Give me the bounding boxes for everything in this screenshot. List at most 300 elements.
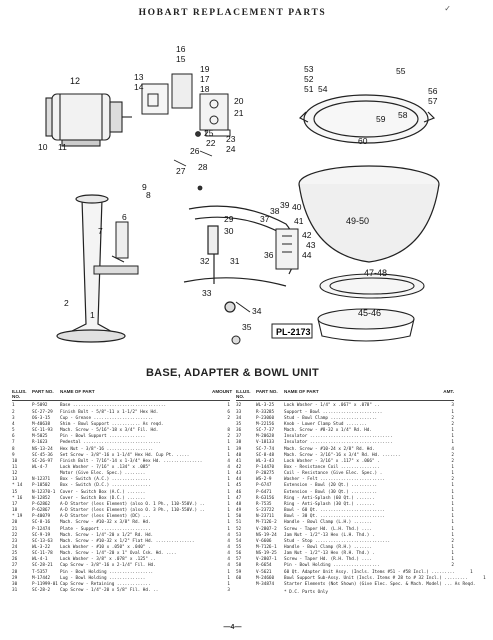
part-number: WL-3-43 [256,458,275,464]
part-amount: 2 [451,415,454,421]
header-name: NAME OF PART [284,389,319,394]
part-number: SC-27-29 [32,409,53,415]
illus-number: 44 [236,477,242,483]
part-number: M-20628 [256,434,275,440]
part-number: M-22156 [256,421,275,427]
part-name: Screw - Taper Hd. (R.H. Thd.) .... [284,557,372,563]
illus-number: 28 [12,569,18,575]
part-amount: 1 [227,575,230,581]
callout-60: 60 [358,136,368,146]
callout-21: 21 [234,108,244,118]
part-amount: 1 [227,452,230,458]
part-name: Lock Washer - 3/8" x .078" x .125" .. [60,557,156,563]
parts-column-header [236,389,454,401]
part-amount: 1 [227,508,230,514]
part-name: Bowl Support Sub-Assy. Unit (Incls. Items # 28 to # 32 Incl.) ......... [284,575,468,581]
illus-number: 58 [236,563,242,569]
callout-49-50: 49-50 [346,216,370,226]
part-name: Mach. Screw - #10-32 x 1/2" Flat Hd. ............... [60,538,195,544]
part-number: OG-3-15 [32,415,51,421]
illus-number: 8 [12,446,15,452]
part-name: Hex Nut - 3/8"-16 .................. [60,446,154,452]
part-number: SC-45-36 [32,452,53,458]
part-number: P-5092 [32,403,48,409]
part-amount: 1 [227,403,230,409]
illus-number: 32 [236,403,242,409]
motor-drawing [46,94,132,146]
resistance-coil-box-drawing [276,229,298,269]
part-number: T-5357 [32,569,48,575]
switch-box-drawing [142,74,192,114]
illus-number: 35 [236,421,242,427]
part-name: Mach. Screw - #8-32 x 1/4" Rd. Hd. [284,428,372,434]
illus-number: 36 [236,428,242,434]
callout-52: 52 [304,74,314,84]
part-number: WL-3-22 [32,545,51,550]
part-name: Washer - Felt ......................... [284,477,385,483]
callout-43: 43 [306,240,316,250]
part-number: WS-2-9 [256,477,272,483]
part-name: Ring - Anti-Splash (30 Qt.) ....... [284,501,375,507]
illus-number: 15 [12,489,18,495]
illus-number: 60 [236,575,242,581]
part-name: Box - Switch (A.C.) ............... [60,477,151,483]
part-amount: 4 [451,446,454,452]
callout-31: 31 [230,256,240,266]
part-number: P-12474 [32,526,51,532]
illus-number: 21 [12,526,18,532]
illus-number: 29 [12,575,18,581]
illus-number: 17 [12,501,18,507]
part-number: R-1623 [32,440,48,446]
header-illus: ILLUS. NO. [12,389,27,400]
parts-diagram-svg [24,24,454,354]
part-number: P-6471 [256,489,272,495]
part-amount: 1 [227,477,230,483]
footnote: * D.C. Parts Only [284,590,328,596]
check-mark-icon: ✓ [444,4,451,13]
part-amount: 1 [470,569,473,575]
part-amount: 1 [227,520,230,526]
part-name: Pedestal .............................. [60,440,161,446]
part-amount: 4 [227,551,230,557]
callout-19: 19 [200,64,210,74]
part-number: M-7126-2 [256,520,277,526]
part-amount: 1 [451,557,454,563]
part-number: M-40638 [32,421,51,427]
part-name: Stud - Bowl Clamp .................. [284,415,378,421]
part-name: Bowl - 60 Qt. ......................... [284,508,385,514]
part-name: Screw - Taper Hd. (L.H. Thd.) .... [284,526,372,532]
part-number: N-12370-1 [32,489,56,495]
part-number: P-23060 [256,415,275,421]
part-number: SC-28-21 [32,563,53,569]
page-header: HOBART REPLACEMENT PARTS [138,8,327,18]
illus-number: 10 [12,458,18,464]
illus-number: 50 [236,514,242,520]
callout-34: 34 [252,306,262,316]
illus-number: 49 [236,508,242,514]
part-amount: 2 [227,434,230,440]
callout-37: 37 [260,214,270,224]
part-number: M-34874 [256,581,275,587]
callout-24: 24 [226,144,236,154]
callout-56: 56 [428,86,438,96]
callout-42: 42 [302,230,312,240]
callout-38: 38 [270,206,280,216]
part-name: Ring - Anti-Splash (60 Qt.) ....... [284,495,375,501]
part-name: Plate - Support ................... [60,526,151,532]
header-part: PART NO. [256,389,278,394]
part-name: Mach. Screw - 3/16"-16 x 3/4" Rd. Hd. ....... [284,452,401,458]
part-amount: 4 [227,458,230,464]
callout-36: 36 [264,250,274,260]
illus-number: * 19 [12,514,23,520]
part-name: Lock Washer - 1/4" x .067" x .078" .. [284,403,380,409]
parts-column-header [12,389,233,401]
part-name: Mach. Screw - #10-24 x 2/8" Rd. Hd. [284,446,375,452]
callout-39: 39 [280,200,290,210]
part-name: Cap Screw - Retaining ............. [60,581,151,587]
part-name: Cover - Switch Box (A.C.) ....... [60,489,146,495]
callout-6: 6 [122,212,127,222]
part-number: SC-7-74 [256,446,275,452]
part-name: Jam Nut - 1/2"-13 Hex (R.H. Thd.) . [284,551,375,557]
part-amount: 1 [451,428,454,434]
callout-22: 22 [206,138,216,148]
part-amount: 4 [227,532,230,538]
part-amount: 1 [451,508,454,514]
part-name: Handle - Bowl Clamp (R.H.) ....... [284,545,372,550]
illus-number: 39 [236,446,242,452]
part-name: Bowl - 30 Qt. ......................... [284,514,385,520]
part-amount: 1 [451,464,454,470]
callout-17: 17 [200,74,210,84]
illus-number: 1 [12,403,15,409]
part-number: SC-8-48 [256,452,275,458]
part-amount: 1 [451,520,454,526]
callout-11: 11 [58,142,67,152]
parts-rows-left [12,403,230,594]
callout-59: 59 [376,114,386,124]
part-name: Finish Bolt - 5/8"-11 x 1-1/2" Hex Hd. [60,409,159,415]
part-number: M-24660 [256,575,275,581]
illus-number: 51 [236,520,242,526]
callout-16: 16 [176,44,186,54]
part-name: Handle - Bowl Clamp (L.H.) ....... [284,520,372,526]
callout-35: 35 [242,322,252,332]
part-amount: 4 [227,563,230,569]
part-amount: 2 [451,477,454,483]
part-number: R-33285 [256,409,275,415]
part-number: WL-3-25 [256,403,275,409]
page-number: —4— [223,624,242,631]
part-amount: 1 [227,440,230,446]
part-amount: 1 [483,575,486,581]
illus-number: 20 [12,520,18,526]
plate-label-box [272,324,312,338]
callout-41: 41 [294,216,304,226]
part-number: NS-19-24 [256,532,277,538]
part-name: Extension - Bowl (30 Qt.) .......... [284,489,378,495]
callout-33: 33 [202,288,212,298]
illus-number: 9 [12,452,15,458]
callout-7: 7 [98,226,103,236]
table-row [12,588,230,594]
part-number: V-2807-1 [256,557,277,563]
callout-51: 51 [304,84,314,94]
part-number: M-5025 [32,434,48,440]
part-number: V-2807-2 [256,526,277,532]
exploded-parts-diagram [24,24,454,354]
callout-54: 54 [318,84,328,94]
callout-44: 44 [302,250,312,260]
part-amount: 4 [227,545,230,550]
part-amount: 1 [451,526,454,532]
part-number: R-63156 [256,495,275,501]
part-amount: 1 [227,581,230,587]
parts-list [12,389,486,619]
illus-number: 52 [236,526,242,532]
part-amount: 1 [451,409,454,415]
part-amount: 1 [451,495,454,501]
illus-number: 47 [236,495,242,501]
callout-29: 29 [224,214,234,224]
part-amount: 2 [227,415,230,421]
illus-number: 7 [12,440,15,446]
part-amount: 1 [227,483,230,489]
part-name: A-D Starter (less Element) (also O. 3 Ph., 110-550V.) .. [60,508,205,514]
illus-number: 13 [12,477,18,483]
part-name: Knob - Lower Clamp Stud ........ [284,421,367,427]
callout-9: 9 [142,182,147,192]
part-name: Lock Washer - 3/16" x .117" x .066" . [284,458,380,464]
callout-47-48: 47-48 [364,268,388,278]
illus-number: 2 [12,409,15,415]
part-name: Lock Washer - #10 x .050" x .040" . [60,545,151,550]
part-amount: 2 [451,421,454,427]
part-number: N-23711 [256,514,275,520]
plate-label: PL-2173 [276,327,311,337]
part-name: 60 Qt. Adapter Unit Assy. (Incls. Items #51 - #58 Incl.) ......... [284,569,455,575]
part-amount: 1 [451,471,454,477]
part-number: N-12371 [32,477,51,483]
callout-23: 23 [226,134,236,144]
parts-column-right [236,389,486,596]
part-number: V-18133 [256,440,275,446]
part-name: Stud - Stop ............................. [284,538,391,544]
illus-number: 57 [236,557,242,563]
header-part: PART NO. [32,389,54,394]
part-amount: 2 [451,538,454,544]
part-amount: 1 [227,446,230,452]
part-number: M-17442 [32,575,51,581]
part-name: Extension - Bowl (20 Qt.) .......... [284,483,378,489]
part-number: R-6654 [256,563,272,569]
illus-number: 33 [236,409,242,415]
part-amount [475,582,493,588]
part-number: NS-19-25 [256,551,277,557]
illus-number: 34 [236,415,242,421]
callout-32: 32 [200,256,210,266]
callout-15: 15 [176,54,186,64]
header-amount: AMT. [443,389,454,394]
illus-number: 24 [12,545,18,550]
illus-number: 30 [12,581,18,587]
illus-number: 42 [236,464,242,470]
callout-27: 27 [176,166,186,176]
part-number: R-7535 [256,501,272,507]
part-name: Insulator ................................ [284,440,393,446]
callout-14: 14 [134,82,144,92]
callout-26: 26 [190,146,200,156]
part-name: Insulator ................................ [284,434,393,440]
part-name: Pin - Bowl Support .............. [60,434,146,440]
bowl-drawing [299,166,439,262]
parts-column-left [12,389,233,594]
callout-18: 18 [200,84,210,94]
part-amount: 1 [451,501,454,507]
part-number: S-23722 [256,508,275,514]
illus-number: 45 [236,483,242,489]
part-name: Cap Screw - 1/4"-20 x 5/8" Fil. Hd. .. [60,588,159,594]
part-name: Starter Elements (Not Shown) (Give Elec. Spec. & Mach. Model) ... As Reqd. [284,581,476,587]
illus-number: 31 [12,588,18,594]
part-amount: 1 [227,471,230,477]
part-number: SC-11-93 [32,428,53,434]
illus-number: 11 [12,464,18,470]
part-name: Support - Bowl ....................... [284,409,383,415]
illus-number: 41 [236,458,242,464]
part-name: Cap Screw - 3/8"-16 x 2-1/4" Fil. Hd. [60,563,156,569]
illus-number: 38 [236,440,242,446]
parts-rows-right [236,403,486,588]
illus-number: 26 [12,557,18,563]
part-number: P-11999-01 [32,581,58,587]
illus-number: 46 [236,489,242,495]
illus-number: 18 [12,508,18,514]
part-amount: 6 [227,409,230,415]
part-number: V-5621 [256,569,272,575]
part-amount: 1 [451,545,454,550]
callout-55: 55 [396,66,406,76]
part-amount: 2 [451,563,454,569]
part-number: M-7126-1 [256,545,277,550]
callout-57: 57 [428,96,438,106]
part-name: Mach. Screw - 5/16"-18 x 3/4" Fil. Hd. [60,428,159,434]
illus-number: * 16 [12,495,23,501]
header-name: NAME OF PART [60,389,95,394]
part-amount: 1 [227,526,230,532]
part-name: Pin - Bowl Holding .................. [284,563,380,569]
callout-58: 58 [398,110,408,120]
part-number: P-62862 [32,501,51,507]
part-name: Lock Washer - 7/16" x .134" x .085" [60,464,151,470]
illus-number: 43 [236,471,242,477]
part-amount: 1 [227,514,230,520]
part-name: Base .................................... [60,403,167,409]
part-amount: 1 [451,551,454,557]
callout-20: 20 [234,96,244,106]
part-amount: 1 [451,440,454,446]
callout-12: 12 [70,76,81,86]
callout-53: 53 [304,64,314,74]
illus-number: 25 [12,551,18,557]
part-name: Finish Bolt - 7/16"-14 x 1-3/4" Hex Hd. ............... [60,458,203,464]
part-number: SC-28-2 [32,588,51,594]
part-amount: 4 [227,464,230,470]
callout-2: 2 [64,298,69,308]
part-name: Cup - Grease ....................... [60,415,154,421]
part-name: Motor (Give Elec. Spec.) ........ [60,471,146,477]
part-amount: 4 [227,538,230,544]
part-number: P-62867 [32,508,51,514]
part-number: SC-11-78 [32,551,53,557]
part-name: A-D Starter (less Element) (DC) ... [60,514,151,520]
part-number: SC-9-19 [32,532,51,538]
part-number: P-20275 [256,471,275,477]
part-name: Mach. Screw - 1/4"-20 x 1" Oval Csk. Hd. .... [60,551,177,557]
part-number: WL-4-7 [32,464,48,470]
part-number: SC-26-97 [32,458,53,464]
part-name: Set Screw - 3/8"-16 x 1-1/4" Hex Hd. Cup Pt. ..... [60,452,190,458]
illus-number: 3 [12,415,15,421]
part-amount: 1 [227,489,230,495]
callout-25: 25 [204,128,214,138]
illus-number: 23 [12,538,18,544]
part-name: Mach. Screw - #10-32 x 3/8" Rd. Hd. [60,520,151,526]
table-row [236,581,476,588]
illus-number: 12 [12,471,18,477]
illus-number: 27 [12,563,18,569]
illus-number: 40 [236,452,242,458]
part-amount: 1 [451,514,454,520]
part-amount: 2 [451,452,454,458]
illus-number: 5 [12,428,15,434]
illus-number: 37 [236,434,242,440]
part-amount: 1 [451,434,454,440]
part-amount: 1 [451,489,454,495]
part-number: P-40079 [32,514,51,520]
part-number: P-6747 [256,483,272,489]
illus-number: 54 [236,538,242,544]
part-number: SC-7-37 [256,428,275,434]
part-amount: 8 [227,428,230,434]
callout-28: 28 [198,162,208,172]
part-name: A-D Starter (less Element) (also O. 1 Ph., 110-550V.) .. [60,501,205,507]
part-number: WL-4-1 [32,557,48,563]
part-amount: 1 [227,495,230,501]
part-number: P-14470 [256,464,275,470]
part-name: Box - Switch (D.C.) ............... [60,483,151,489]
illus-number [236,582,256,588]
illus-number: 48 [236,501,242,507]
part-amount: 1 [227,501,230,507]
part-amount: 2 [451,458,454,464]
part-name: Mach. Screw - 1/4"-20 x 1/2" Rd. Hd. [60,532,154,538]
callout-10: 10 [38,142,48,152]
illus-number: 59 [236,569,242,575]
part-name: Shim - Bowl Support ........... As reqd. [60,421,164,427]
illus-number: 53 [236,532,242,538]
part-amount: 3 [227,588,230,594]
part-number: P-10502 [32,483,51,489]
part-amount: 1 [451,532,454,538]
callout-8: 8 [146,190,151,200]
callout-30: 30 [224,226,234,236]
part-number: SC-8-16 [32,520,51,526]
callout-40: 40 [292,202,302,212]
